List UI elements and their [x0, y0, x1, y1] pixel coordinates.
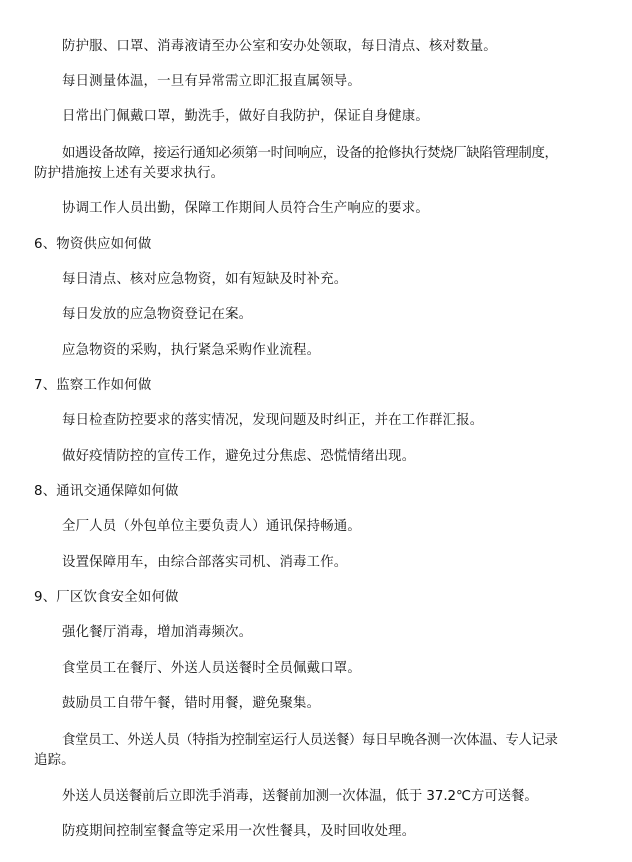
section-heading-6: 6、物资供应如何做 — [34, 237, 152, 252]
paragraph-staff-masks: 食堂员工在餐厅、外送人员送餐时全员佩戴口罩。 — [62, 661, 361, 676]
paragraph-inspection: 每日检查防控要求的落实情况，发现问题及时纠正，并在工作群汇报。 — [62, 413, 484, 428]
paragraph-procurement: 应急物资的采购，执行紧急采购作业流程。 — [62, 343, 321, 358]
paragraph-registration: 每日发放的应急物资登记在案。 — [62, 307, 253, 322]
paragraph-disposable-tableware: 防疫期间控制室餐盒等定采用一次性餐具，及时回收处理。 — [62, 824, 416, 839]
section-heading-9: 9、厂区饮食安全如何做 — [34, 590, 179, 605]
paragraph-attendance: 协调工作人员出勤，保障工作期间人员符合生产响应的要求。 — [62, 201, 429, 216]
paragraph-staggered-meals: 鼓励员工自带午餐，错时用餐，避免聚集。 — [62, 696, 321, 711]
paragraph-masks: 日常出门佩戴口罩，勤洗手，做好自我防护，保证自身健康。 — [62, 109, 429, 124]
paragraph-canteen-disinfection: 强化餐厅消毒，增加消毒频次。 — [62, 625, 253, 640]
section-heading-7: 7、监察工作如何做 — [34, 378, 152, 393]
paragraph-equipment-failure: 如遇设备故障，接运行通知必须第一时间响应，设备的抢修执行焚烧厂缺陷管理制度， — [62, 146, 558, 161]
paragraph-equipment-failure-continued: 防护措施按上述有关要求执行。 — [34, 166, 225, 181]
paragraph-communication: 全厂人员（外包单位主要负责人）通讯保持畅通。 — [62, 519, 361, 534]
paragraph-staff-temperature-continued: 追踪。 — [34, 753, 75, 768]
paragraph-inventory: 每日清点、核对应急物资，如有短缺及时补充。 — [62, 272, 348, 287]
paragraph-temperature: 每日测量体温，一旦有异常需立即汇报直属领导。 — [62, 74, 361, 89]
paragraph-delivery-hygiene: 外送人员送餐前后立即洗手消毒，送餐前加测一次体温，低于 37.2℃方可送餐。 — [62, 789, 538, 804]
paragraph-publicity: 做好疫情防控的宣传工作，避免过分焦虑、恐慌情绪出现。 — [62, 449, 416, 464]
paragraph-vehicles: 设置保障用车，由综合部落实司机、消毒工作。 — [62, 555, 348, 570]
paragraph-protective-supplies: 防护服、口罩、消毒液请至办公室和安办处领取，每日清点、核对数量。 — [62, 39, 497, 54]
paragraph-staff-temperature: 食堂员工、外送人员（特指为控制室运行人员送餐）每日早晚各测一次体温、专人记录 — [62, 733, 558, 748]
section-heading-8: 8、通讯交通保障如何做 — [34, 484, 179, 499]
